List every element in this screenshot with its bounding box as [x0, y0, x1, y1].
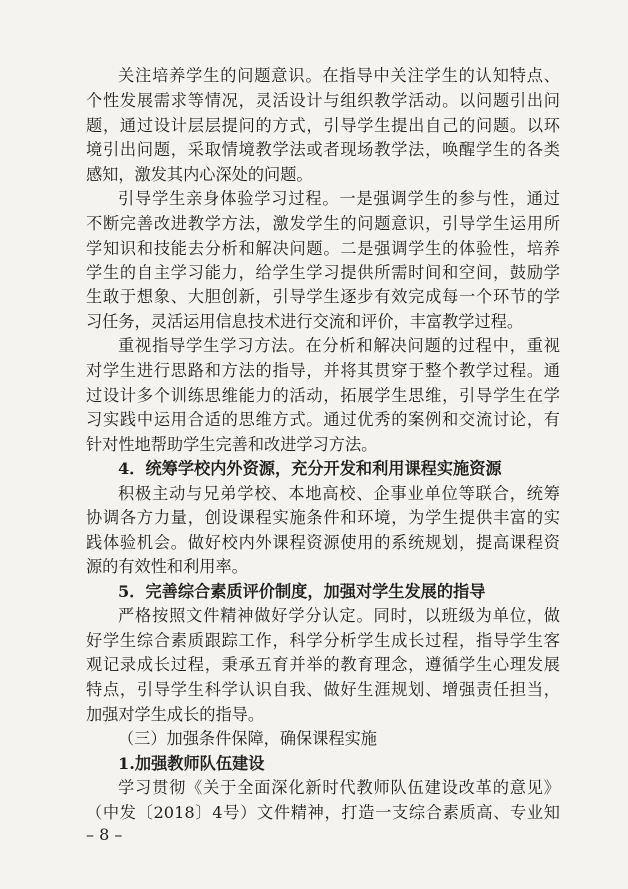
text-line: 学生的自主学习能力，给学生学习提供所需时间和空间，鼓励学: [86, 263, 560, 282]
text-line: 践体验机会。做好校内外课程资源使用的系统规划，提高课程资: [86, 533, 560, 552]
text-line: 积极主动与兄弟学校、本地高校、企事业单位等联合，统筹: [118, 484, 560, 503]
text-line: （三）加强条件保障，确保课程实施: [118, 729, 377, 748]
text-line: 过设计多个训练思维能力的活动，拓展学生思维，引导学生在学: [86, 386, 560, 405]
text-line: 个性发展需求等情况，灵活设计与组织教学活动。以问题引出问: [86, 91, 560, 110]
text-line: 生敢于想象、大胆创新，引导学生逐步有效完成每一个环节的学: [86, 287, 560, 306]
text-line: 协调各方力量，创设课程实施条件和环境，为学生提供丰富的实: [86, 508, 560, 527]
text-line: 学习贯彻《关于全面深化新时代教师队伍建设改革的意见》: [118, 778, 560, 797]
text-line: 引导学生亲身体验学习过程。一是强调学生的参与性，通过: [118, 189, 560, 208]
text-line: 习实践中运用合适的思维方式。通过优秀的案例和交流讨论，有: [86, 410, 560, 429]
section-heading: 4．统筹学校内外资源，充分开发和利用课程实施资源: [118, 459, 502, 478]
text-line: （中发〔2018〕4号）文件精神，打造一支综合素质高、专业知: [86, 803, 560, 822]
text-line: 重视指导学生学习方法。在分析和解决问题的过程中，重视: [118, 336, 560, 355]
text-line: 对学生进行思路和方法的指导，并将其贯穿于整个教学过程。通: [86, 361, 560, 380]
section-heading: 1.加强教师队伍建设: [118, 754, 265, 773]
text-line: 学知识和技能去分析和解决问题。二是强调学生的体验性，培养: [86, 239, 560, 258]
section-heading: 5．完善综合素质评价制度，加强对学生发展的指导: [118, 582, 486, 601]
text-line: 观记录成长过程，秉承五育并举的教育理念，遵循学生心理发展: [86, 655, 560, 674]
text-line: 特点，引导学生科学认识自我、做好生涯规划、增强责任担当，: [86, 680, 560, 699]
text-line: 境引出问题，采取情境教学法或者现场教学法，唤醒学生的各类: [86, 140, 560, 159]
text-line: 题，通过设计层层提问的方式，引导学生提出自己的问题。以环: [86, 116, 560, 135]
text-line: 源的有效性和利用率。: [86, 557, 248, 576]
text-line: 感知，激发其内心深处的问题。: [86, 165, 313, 184]
text-line: 不断完善改进教学方法，激发学生的问题意识，引导学生运用所: [86, 214, 560, 233]
page-number: – 8 –: [86, 825, 123, 844]
text-line: 好学生综合素质跟踪工作，科学分析学生成长过程，指导学生客: [86, 631, 560, 650]
text-line: 习任务，灵活运用信息技术进行交流和评价，丰富教学过程。: [86, 312, 524, 331]
text-line: 针对性地帮助学生完善和改进学习方法。: [86, 435, 378, 454]
text-line: 严格按照文件精神做好学分认定。同时，以班级为单位，做: [118, 606, 560, 625]
text-line: 关注培养学生的问题意识。在指导中关注学生的认知特点、: [118, 66, 560, 85]
text-line: 加强对学生成长的指导。: [86, 705, 265, 724]
